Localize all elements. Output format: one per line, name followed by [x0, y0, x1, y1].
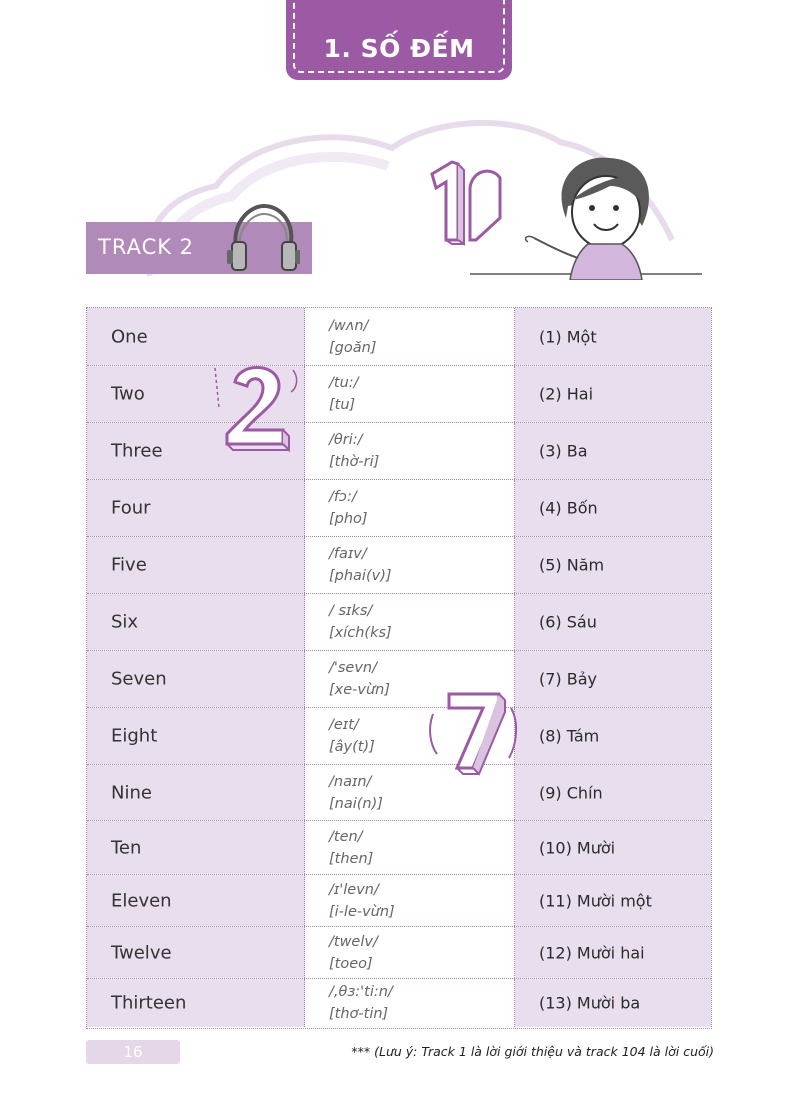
vietnamese-cell: [515, 480, 711, 536]
ipa-cell: [305, 821, 515, 874]
english-word: Eight: [111, 725, 158, 747]
number-two-icon: [470, 171, 500, 240]
table-row: [87, 650, 711, 707]
ipa-text: / sɪks/: [329, 603, 373, 619]
pronunciation-text: [then]: [329, 850, 374, 867]
vietnamese-word: (5) Năm: [539, 555, 605, 575]
english-cell: [87, 423, 305, 479]
table-row: [87, 764, 711, 820]
english-cell: [87, 537, 305, 593]
footer-note: *** (Lưu ý: Track 1 là lời giới thiệu và track 104 là lời cuối): [351, 1044, 714, 1059]
ipa-text: /θri:/: [329, 432, 363, 448]
ipa-cell: [305, 366, 515, 422]
vietnamese-word: (9) Chín: [539, 783, 603, 802]
vietnamese-word: (8) Tám: [539, 726, 600, 746]
vietnamese-word: (7) Bảy: [539, 669, 597, 689]
vietnamese-word: (3) Ba: [539, 441, 588, 461]
pronunciation-text: [phai(v)]: [329, 568, 392, 584]
track-label: TRACK 2: [98, 235, 195, 259]
english-word: Four: [111, 497, 151, 519]
ipa-cell: [305, 594, 515, 650]
english-cell: [87, 875, 305, 926]
table-row: [87, 365, 711, 422]
vietnamese-word: (13) Mười ba: [539, 993, 641, 1013]
table-row: [87, 926, 711, 978]
english-cell: [87, 927, 305, 978]
english-word: Eleven: [111, 890, 172, 911]
pronunciation-text: [thơ-tin]: [329, 1006, 389, 1022]
ipa-text: /wʌn/: [329, 317, 369, 334]
table-row: [87, 820, 711, 874]
table-row: [87, 874, 711, 926]
english-word: Seven: [111, 668, 167, 690]
ipa-text: /fɔ:/: [329, 489, 357, 505]
ipa-text: /'sevn/: [329, 660, 378, 676]
vietnamese-word: (11) Mười một: [539, 891, 652, 910]
pronunciation-text: [thờ-ri]: [329, 454, 380, 470]
ipa-text: /ɪ'levn/: [329, 881, 379, 898]
ipa-text: /twelv/: [329, 933, 378, 950]
english-cell: [87, 480, 305, 536]
english-word: Thirteen: [111, 992, 187, 1014]
english-word: Twelve: [111, 942, 172, 963]
headphones-icon: [224, 200, 300, 276]
ipa-cell: [305, 765, 515, 820]
ipa-cell: [305, 927, 515, 978]
page-title: 1. SỐ ĐẾM: [323, 34, 475, 63]
vietnamese-cell: [515, 366, 711, 422]
pronunciation-text: [pho]: [329, 511, 368, 527]
vietnamese-word: (6) Sáu: [539, 612, 597, 632]
vietnamese-word: (12) Mười hai: [539, 943, 645, 962]
english-cell: [87, 979, 305, 1027]
girl-illustration: [410, 148, 710, 280]
ipa-text: /,θɜ:'ti:n/: [329, 984, 393, 1000]
ipa-cell: [305, 651, 515, 707]
english-word: Six: [111, 611, 139, 633]
number-one-icon: [432, 162, 464, 244]
english-word: Three: [111, 440, 163, 462]
vietnamese-cell: [515, 927, 711, 978]
vietnamese-cell: [515, 308, 711, 365]
ipa-text: /eɪt/: [329, 717, 359, 733]
english-cell: [87, 651, 305, 707]
english-word: Nine: [111, 782, 152, 803]
ipa-cell: [305, 708, 515, 764]
vietnamese-cell: [515, 537, 711, 593]
pronunciation-text: [toeo]: [329, 955, 373, 972]
numbers-table: [86, 307, 712, 1029]
english-cell: [87, 594, 305, 650]
table-row: [87, 707, 711, 764]
vietnamese-word: (10) Mười: [539, 838, 616, 857]
ipa-text: /tu:/: [329, 375, 359, 391]
english-cell: [87, 708, 305, 764]
page-number: 16: [86, 1040, 180, 1064]
ipa-text: /naɪn/: [329, 773, 372, 790]
pronunciation-text: [ây(t)]: [329, 739, 375, 755]
ipa-cell: [305, 308, 515, 365]
ipa-cell: [305, 480, 515, 536]
vietnamese-cell: [515, 651, 711, 707]
ipa-cell: [305, 979, 515, 1027]
table-row: [87, 308, 711, 365]
table-row: [87, 978, 711, 1027]
ipa-text: /ten/: [329, 828, 363, 845]
english-cell: [87, 765, 305, 820]
ipa-cell: [305, 537, 515, 593]
vietnamese-word: (1) Một: [539, 327, 597, 346]
ipa-cell: [305, 875, 515, 926]
vietnamese-cell: [515, 979, 711, 1027]
vietnamese-cell: [515, 708, 711, 764]
vietnamese-cell: [515, 423, 711, 479]
ipa-text: /faɪv/: [329, 546, 367, 562]
pronunciation-text: [tu]: [329, 397, 356, 413]
vietnamese-cell: [515, 875, 711, 926]
table-row: [87, 422, 711, 479]
english-word: Two: [111, 383, 145, 405]
pronunciation-text: [xích(ks]: [329, 625, 392, 641]
vietnamese-cell: [515, 594, 711, 650]
english-word: One: [111, 326, 148, 347]
title-tab: [286, 0, 512, 80]
pronunciation-text: [xe-vừn]: [329, 682, 391, 698]
ipa-cell: [305, 423, 515, 479]
vietnamese-word: (2) Hai: [539, 384, 594, 404]
english-word: Ten: [111, 837, 142, 858]
english-word: Five: [111, 554, 147, 576]
english-cell: [87, 821, 305, 874]
english-cell: [87, 366, 305, 422]
table-row: [87, 593, 711, 650]
vietnamese-word: (4) Bốn: [539, 498, 598, 518]
pronunciation-text: [i-le-vừn]: [329, 903, 395, 920]
vietnamese-cell: [515, 765, 711, 820]
pronunciation-text: [goăn]: [329, 339, 377, 356]
table-row: [87, 536, 711, 593]
table-row: [87, 479, 711, 536]
vietnamese-cell: [515, 821, 711, 874]
pronunciation-text: [nai(n)]: [329, 795, 383, 812]
english-cell: [87, 308, 305, 365]
